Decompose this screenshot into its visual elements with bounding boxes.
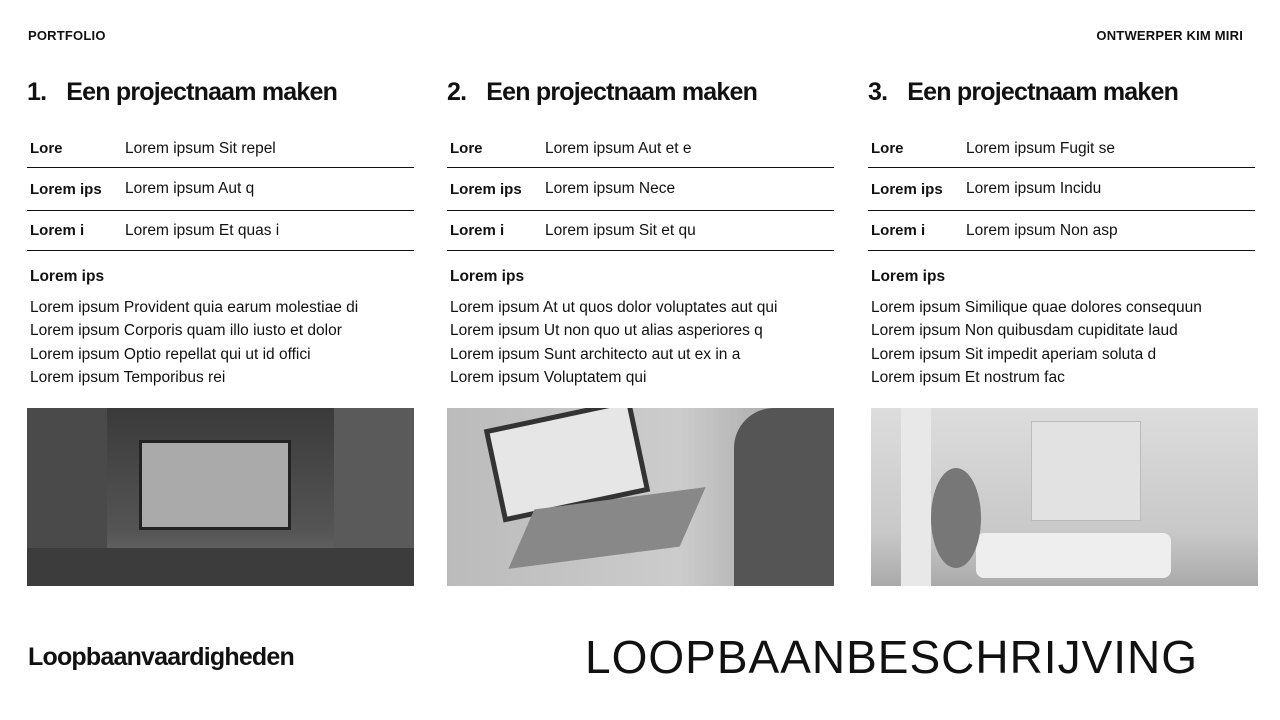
project-description [447, 296, 834, 389]
detail-key: Lorem ips [871, 180, 943, 198]
portfolio-label: PORTFOLIO [28, 28, 106, 43]
project-title [447, 78, 834, 130]
project-column [27, 78, 414, 389]
detail-row [27, 211, 414, 251]
project-column [447, 78, 834, 389]
detail-key: Lorem i [450, 222, 505, 239]
description-line: Lorem ipsum Et nostrum fac [871, 368, 1065, 386]
description-line: Lorem ipsum Voluptatem qui [450, 368, 647, 386]
detail-key: Lore [450, 140, 483, 157]
career-skills-heading: Loopbaanvaardigheden [28, 643, 294, 671]
description-line: Lorem ipsum Corporis quam illo iusto et dolor [30, 322, 342, 340]
description-line: Lorem ipsum Temporibus rei [30, 368, 226, 386]
detail-row [27, 130, 414, 168]
detail-value: Lorem ipsum Sit et qu [545, 221, 696, 239]
detail-value: Lorem ipsum Fugit se [966, 139, 1116, 157]
detail-value: Lorem ipsum Non asp [966, 221, 1118, 239]
detail-key: Lorem i [871, 222, 926, 239]
project-number: 2. [447, 78, 467, 106]
detail-value: Lorem ipsum Aut et e [545, 139, 692, 157]
detail-value: Lorem ipsum Incidu [966, 180, 1102, 197]
career-description-title: LOOPBAANBESCHRIJVING [585, 631, 1199, 683]
detail-value: Lorem ipsum Sit repel [125, 139, 276, 157]
description-line: Lorem ipsum Non quibusdam cupiditate laud [871, 322, 1178, 340]
project-title [27, 78, 414, 130]
detail-key: Lorem ips [450, 180, 522, 198]
description-line: Lorem ipsum Optio repellat qui ut id offici [30, 345, 311, 363]
project-name: Een projectnaam maken [66, 78, 338, 106]
project-name: Een projectnaam maken [907, 78, 1179, 106]
description-line: Lorem ipsum At ut quos dolor voluptates aut qui [450, 299, 778, 316]
project-number: 3. [868, 78, 888, 106]
detail-key: Lorem ips [30, 180, 102, 198]
section-subheading: Lorem ips [450, 268, 525, 285]
detail-key: Lore [871, 140, 904, 157]
detail-value: Lorem ipsum Aut q [125, 180, 255, 197]
laptop-image [447, 408, 834, 586]
detail-row [868, 130, 1255, 168]
description-line: Lorem ipsum Ut non quo ut alias asperiores q [450, 322, 763, 340]
project-description [868, 296, 1255, 389]
description-line: Lorem ipsum Sit impedit aperiam soluta d [871, 345, 1157, 363]
detail-row [447, 168, 834, 211]
detail-row [447, 211, 834, 251]
description-line: Lorem ipsum Provident quia earum molestiae di [30, 299, 359, 316]
description-line: Lorem ipsum Sunt architecto aut ut ex in a [450, 345, 741, 363]
detail-row [868, 168, 1255, 211]
detail-value: Lorem ipsum Nece [545, 180, 676, 197]
project-name: Een projectnaam maken [486, 78, 758, 106]
detail-row [27, 168, 414, 211]
detail-row [868, 211, 1255, 251]
section-subheading: Lorem ips [871, 268, 946, 285]
project-column [868, 78, 1255, 389]
project-description [27, 296, 414, 389]
detail-key: Lore [30, 140, 63, 157]
detail-row [447, 130, 834, 168]
description-line: Lorem ipsum Similique quae dolores consequun [871, 299, 1202, 316]
detail-key: Lorem i [30, 222, 85, 239]
living-room-image [871, 408, 1258, 586]
detail-value: Lorem ipsum Et quas i [125, 221, 280, 239]
project-number: 1. [27, 78, 47, 106]
section-subheading: Lorem ips [30, 268, 105, 285]
meeting-room-image [27, 408, 414, 586]
designer-name: ONTWERPER KIM MIRI [1096, 28, 1243, 43]
project-title [868, 78, 1255, 130]
